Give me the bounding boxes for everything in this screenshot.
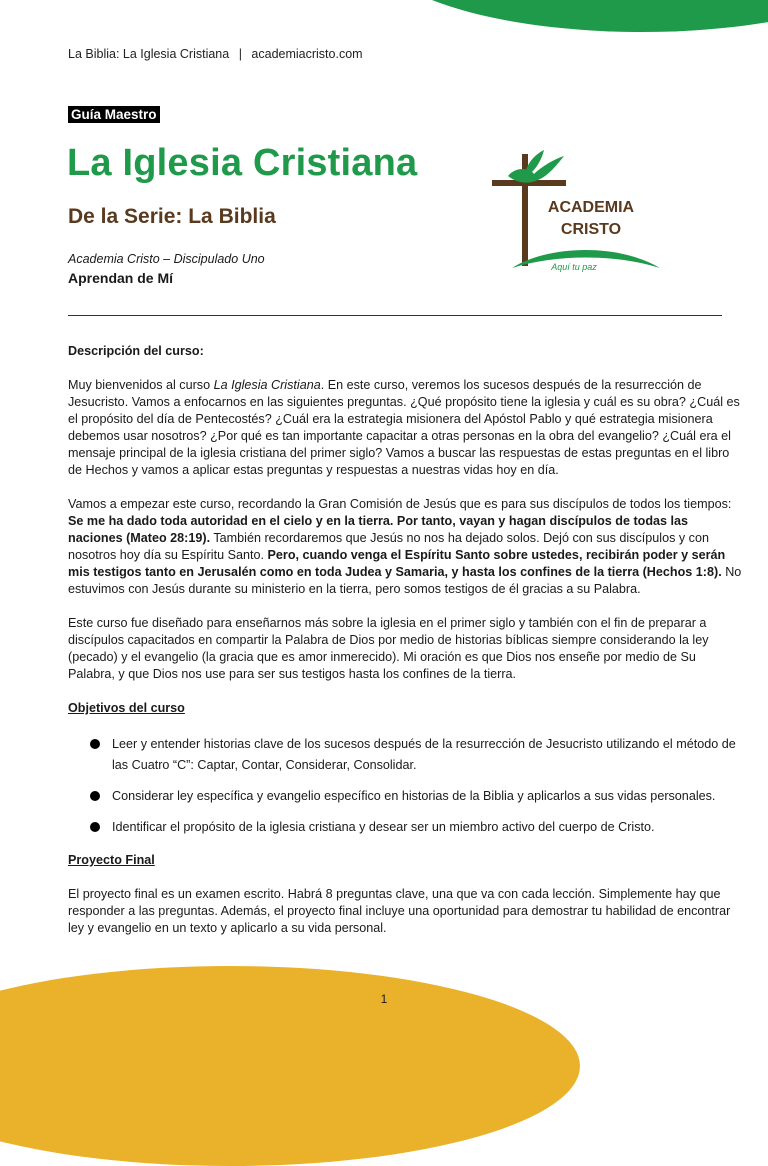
final-project-text: El proyecto final es un examen escrito. Habrá 8 preguntas clave, una que va con cada lección. Simplemente hay que responder a las preguntas. Además, el proyecto final incluye una oportunidad para demostrar tu habilidad de encontrar ley y evangelio en un texto y aplicarlo a su vida personal. bbox=[68, 887, 731, 935]
description-paragraph-2 bbox=[68, 496, 744, 598]
academia-cristo-logo bbox=[486, 146, 666, 278]
running-header bbox=[68, 47, 363, 61]
page-title: La Iglesia Cristiana bbox=[67, 142, 418, 184]
list-item-text: Leer y entender historias clave de los sucesos después de la resurrección de Jesucristo utilizando el método de las Cuatro “C”: Captar, Contar, Considerar, Consolidar. bbox=[112, 737, 736, 772]
description-heading: Descripción del curso: bbox=[68, 344, 204, 358]
bullet-icon bbox=[90, 739, 100, 749]
page-subtitle: De la Serie: La Biblia bbox=[68, 205, 276, 228]
final-project-heading: Proyecto Final bbox=[68, 853, 155, 867]
header-separator: | bbox=[238, 47, 242, 61]
series-line: Academia Cristo – Discipulado Uno bbox=[68, 252, 265, 266]
course-name-italic: La Iglesia Cristiana bbox=[213, 378, 321, 392]
objectives-heading: Objetivos del curso bbox=[68, 701, 185, 715]
logo-text-line1: ACADEMIA bbox=[547, 199, 635, 216]
text-run: No estuvimos con Jesús durante su ministerio en la tierra, pero somos testigos de él gracias a su Palabra. bbox=[68, 565, 742, 596]
text-run: También recordaremos que Jesús no nos ha dejado solos. Dejó con sus discípulos y con nosotros hoy día su Espíritu Santo. bbox=[68, 531, 709, 562]
list-item-text: Identificar el propósito de la iglesia cristiana y desear ser un miembro activo del cuerpo de Cristo. bbox=[112, 820, 655, 834]
scripture-quote: Se me ha dado toda autoridad en el cielo y en la tierra. Por tanto, vayan y hagan discípulos de todas las naciones (Mateo 28:19). bbox=[68, 514, 689, 545]
objectives-list bbox=[68, 734, 744, 838]
logo-tagline: Aquí tu paz bbox=[551, 262, 597, 272]
header-decoration bbox=[372, 0, 768, 32]
text-run: Muy bienvenidos al curso bbox=[68, 378, 214, 392]
bullet-icon bbox=[90, 791, 100, 801]
document-body bbox=[68, 343, 744, 954]
list-item bbox=[68, 786, 744, 807]
list-item bbox=[68, 734, 744, 776]
header-site: academiacristo.com bbox=[251, 47, 363, 61]
header-title: La Biblia: La Iglesia Cristiana bbox=[68, 47, 230, 61]
description-paragraph-1 bbox=[68, 377, 744, 479]
guide-badge: Guía Maestro bbox=[68, 106, 160, 123]
logo-text-line2: CRISTO bbox=[560, 221, 622, 238]
text-run: Vamos a empezar este curso, recordando la Gran Comisión de Jesús que es para sus discípulos de todos los tiempos: bbox=[68, 497, 732, 511]
list-item bbox=[68, 817, 744, 838]
text-run: . En este curso, veremos los sucesos después de la resurrección de Jesucristo. Vamos a enfocarnos en las siguientes preguntas. ¿Qué propósito tiene la iglesia y cuál es su obra? ¿Cuál es el propósito del día de Pentecostés? ¿Cuál era la estrategia misionera del Apóstol Pablo y qué estrategia misionera debemos usar nosotros? ¿Por qué es tan importante capacitar a otras personas en la obra del evangelio? ¿Cuál era el mensaje principal de la iglesia cristiana del primer siglo? Vamos a buscar las respuestas de estas preguntas en el libro de Hechos y vamos a aplicar estas preguntas y respuestas a nuestras vidas hoy en día. bbox=[68, 378, 740, 477]
description-paragraph-3: Este curso fue diseñado para enseñarnos más sobre la iglesia en el primer siglo y también con el fin de preparar a discípulos capacitados en compartir la Palabra de Dios por medio de historias bíblicas siempre considerando la ley (pecado) y el evangelio (la gracia que es amor inmerecido). Mi oración es que Dios nos enseñe por medio de Su Palabra, y que Dios nos use para ser sus testigos hasta los confines de la tierra. bbox=[68, 616, 709, 681]
divider bbox=[68, 315, 722, 316]
page-number: 1 bbox=[380, 992, 388, 1006]
motto: Aprendan de Mí bbox=[68, 270, 174, 286]
list-item-text: Considerar ley específica y evangelio específico en historias de la Biblia y aplicarlos a sus vidas personales. bbox=[112, 789, 716, 803]
scripture-quote: Pero, cuando venga el Espíritu Santo sobre ustedes, recibirán poder y serán mis testigos tanto en Jerusalén como en toda Judea y Samaria, y hasta los confines de la tierra (Hechos 1:8). bbox=[68, 548, 726, 579]
bullet-icon bbox=[90, 822, 100, 832]
